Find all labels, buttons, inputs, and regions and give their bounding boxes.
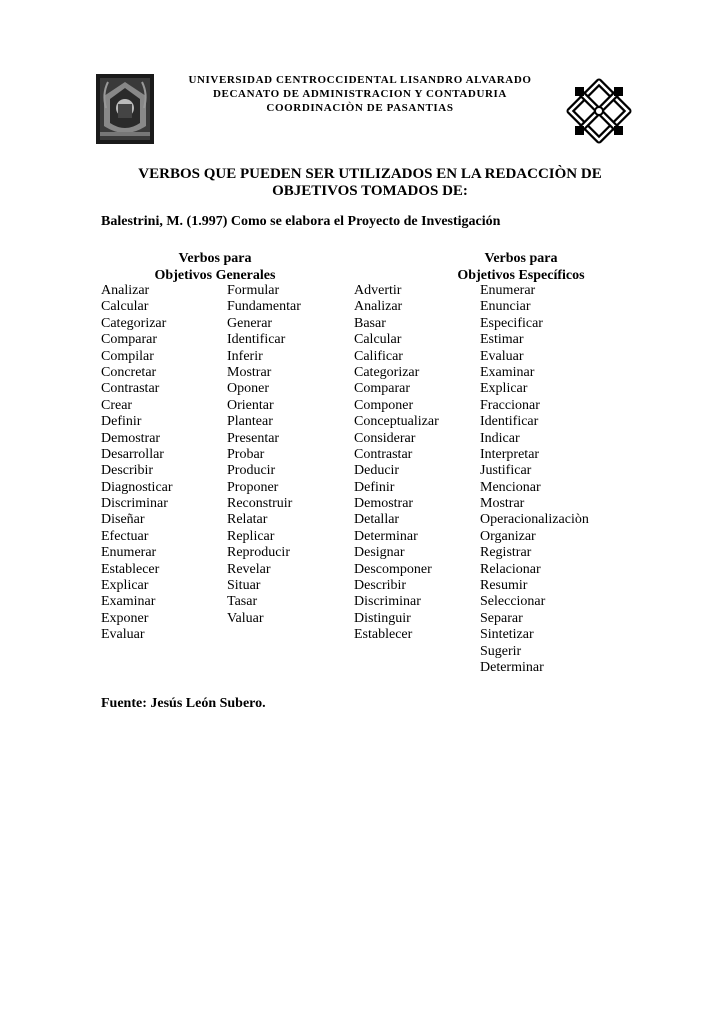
specific-objectives-heading — [446, 250, 596, 284]
verb-list-item: Tasar — [227, 594, 258, 610]
specific-verbs-column-1 — [354, 283, 439, 644]
verb-list-item: Diseñar — [101, 512, 145, 528]
verb-list-item: Demostrar — [101, 430, 161, 446]
verb-list-item: Sintetizar — [480, 627, 534, 643]
verb-list-item: Definir — [354, 479, 395, 495]
verb-list-item: Separar — [480, 610, 523, 626]
title-line-2: OBJETIVOS TOMADOS DE: — [272, 183, 468, 199]
institution-header — [150, 73, 570, 115]
verb-list-item: Relacionar — [480, 561, 541, 577]
verb-list-item: Mostrar — [227, 364, 272, 380]
verb-list-item: Distinguir — [354, 610, 411, 626]
verb-list-item: Comparar — [101, 332, 157, 348]
general-heading-line-1: Verbos para — [178, 251, 252, 266]
verb-list-item: Especificar — [480, 315, 543, 331]
verb-list-item: Crear — [101, 397, 133, 413]
verb-list-item: Determinar — [480, 659, 544, 675]
knot-emblem-logo — [566, 78, 632, 144]
verb-list-item: Seleccionar — [480, 594, 546, 610]
verb-list-item: Indicar — [480, 430, 520, 446]
verb-list-item: Establecer — [101, 561, 160, 577]
verb-list-item: Sugerir — [480, 643, 522, 659]
specific-heading-line-2: Objetivos Específicos — [457, 268, 585, 283]
verb-list-item: Categorizar — [354, 364, 420, 380]
verb-list-item: Replicar — [227, 528, 275, 544]
verb-list-item: Mencionar — [480, 479, 541, 495]
verb-list-item: Analizar — [101, 283, 150, 298]
source-note: Fuente: Jesús León Subero. — [101, 696, 266, 711]
verb-list-item: Describir — [354, 578, 407, 594]
verb-list-item: Analizar — [354, 299, 403, 315]
verb-list-item: Calcular — [101, 299, 149, 315]
verb-list-item: Revelar — [227, 561, 271, 577]
verb-list-item: Identificar — [227, 332, 286, 348]
verb-list-item: Examinar — [101, 594, 156, 610]
general-verbs-column-2 — [227, 283, 301, 627]
verb-list-item: Discriminar — [354, 594, 421, 610]
verb-list-item: Identificar — [480, 414, 539, 430]
verb-list-item: Detallar — [354, 512, 400, 528]
verb-list-item: Establecer — [354, 627, 413, 643]
verb-list-item: Fundamentar — [227, 299, 301, 315]
verb-list-item: Presentar — [227, 430, 280, 446]
specific-heading-line-1: Verbos para — [484, 251, 558, 266]
document-title — [110, 166, 630, 200]
verb-list-item: Probar — [227, 446, 265, 462]
verb-list-item: Calificar — [354, 348, 403, 364]
general-verbs-column-1 — [101, 283, 173, 644]
verb-list-item: Producir — [227, 463, 276, 479]
verb-list-item: Evaluar — [101, 627, 145, 643]
verb-list-item: Explicar — [101, 578, 149, 594]
verb-list-item: Exponer — [101, 610, 149, 626]
verb-list-item: Operacionalizaciòn — [480, 512, 589, 528]
verb-list-item: Discriminar — [101, 496, 168, 512]
coordination-name: COORDINACIÒN DE PASANTIAS — [266, 102, 454, 114]
verb-list-item: Concretar — [101, 364, 157, 380]
verb-list-item: Contrastar — [101, 381, 160, 397]
verb-list-item: Valuar — [227, 610, 264, 626]
verb-list-item: Generar — [227, 315, 273, 331]
verb-list-item: Conceptualizar — [354, 414, 439, 430]
verb-list-item: Considerar — [354, 430, 416, 446]
verb-list-item: Mostrar — [480, 496, 525, 512]
verb-list-item: Oponer — [227, 381, 269, 397]
verb-list-item: Orientar — [227, 397, 274, 413]
verb-list-item: Interpretar — [480, 446, 540, 462]
verb-list-item: Examinar — [480, 364, 535, 380]
verb-list-item: Inferir — [227, 348, 263, 364]
verb-list-item: Determinar — [354, 528, 418, 544]
general-heading-line-2: Objetivos Generales — [154, 268, 276, 283]
bibliographic-citation: Balestrini, M. (1.997) Como se elabora el Proyecto de Investigación — [101, 214, 501, 229]
verb-list-item: Organizar — [480, 528, 536, 544]
verb-list-item: Formular — [227, 283, 280, 298]
verb-list-item: Enumerar — [101, 545, 157, 561]
dean-office-name: DECANATO DE ADMINISTRACION Y CONTADURIA — [213, 88, 507, 100]
verb-list-item: Resumir — [480, 578, 528, 594]
verb-list-item: Calcular — [354, 332, 402, 348]
verb-list-item: Justificar — [480, 463, 532, 479]
verb-list-item: Comparar — [354, 381, 410, 397]
verb-list-item: Compilar — [101, 348, 154, 364]
verb-list-item: Descomponer — [354, 561, 432, 577]
verb-list-item: Explicar — [480, 381, 528, 397]
verb-list-item: Plantear — [227, 414, 273, 430]
verb-list-item: Enumerar — [480, 283, 536, 298]
general-objectives-heading — [140, 250, 290, 284]
verb-list-item: Reproducir — [227, 545, 290, 561]
verb-list-item: Fraccionar — [480, 397, 540, 413]
verb-list-item: Reconstruir — [227, 496, 293, 512]
verb-list-item: Proponer — [227, 479, 279, 495]
verb-list-item: Basar — [354, 315, 386, 331]
verb-list-item: Desarrollar — [101, 446, 164, 462]
verb-list-item: Definir — [101, 414, 142, 430]
verb-list-item: Enunciar — [480, 299, 531, 315]
verb-list-item: Registrar — [480, 545, 532, 561]
verb-list-item: Advertir — [354, 283, 402, 298]
verb-list-item: Efectuar — [101, 528, 149, 544]
verb-list-item: Describir — [101, 463, 154, 479]
verb-list-item: Categorizar — [101, 315, 167, 331]
title-line-1: VERBOS QUE PUEDEN SER UTILIZADOS EN LA REDACCIÒN DE — [138, 166, 602, 182]
verb-list-item: Deducir — [354, 463, 400, 479]
verb-list-item: Situar — [227, 578, 261, 594]
verb-list-item: Contrastar — [354, 446, 413, 462]
verb-list-item: Diagnosticar — [101, 479, 173, 495]
verb-list-item: Componer — [354, 397, 414, 413]
verb-list-item: Demostrar — [354, 496, 414, 512]
specific-verbs-column-2 — [480, 283, 589, 676]
university-name: UNIVERSIDAD CENTROCCIDENTAL LISANDRO ALVARADO — [188, 74, 532, 86]
university-seal-logo — [96, 74, 154, 144]
verb-list-item: Estimar — [480, 332, 524, 348]
verb-list-item: Designar — [354, 545, 405, 561]
verb-list-item: Evaluar — [480, 348, 524, 364]
verb-list-item: Relatar — [227, 512, 268, 528]
